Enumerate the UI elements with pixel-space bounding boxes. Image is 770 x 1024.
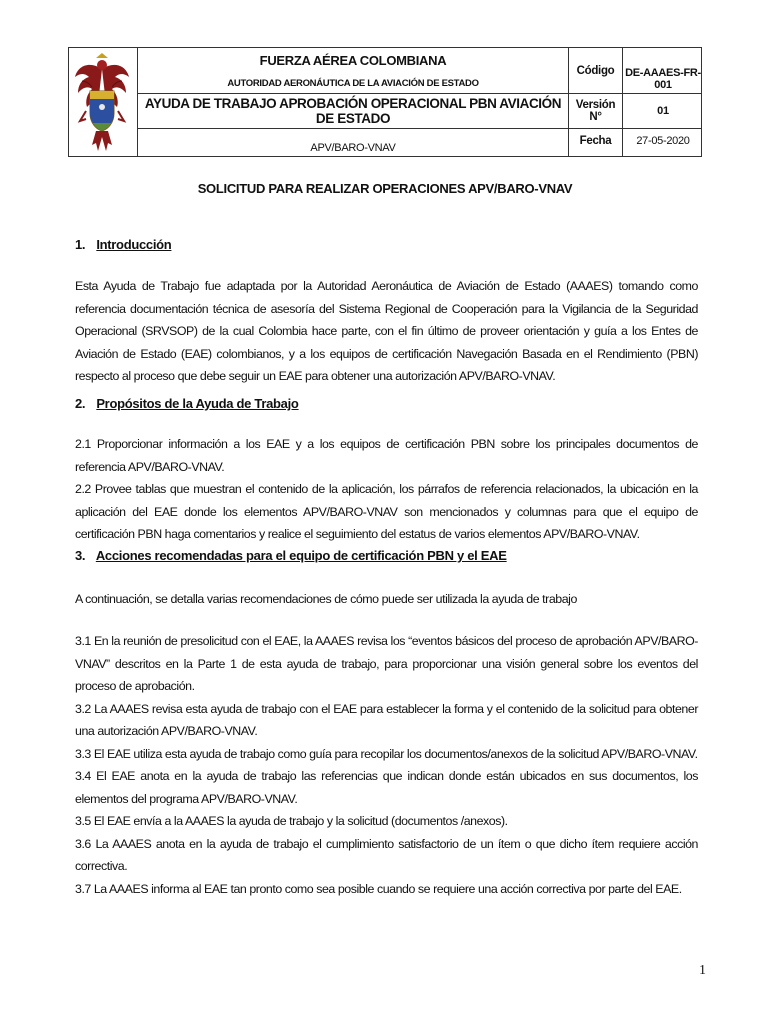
paragraph: 2.1 Proporcionar información a los EAE y a los equipos de certificación PBN sobre los principales documentos de referencia APV/BARO-VNAV.	[75, 437, 698, 474]
paragraph: 3.1 En la reunión de presolicitud con el EAE, la AAAES revisa los “eventos básicos del proceso de aprobación APV/BARO-VNAV” descritos en la Parte 1 de esta ayuda de trabajo, para proporcionar una visión general sobre los eventos del proceso de aprobación.	[75, 634, 698, 693]
section-number: 2.	[75, 396, 86, 411]
section-title: Acciones recomendadas para el equipo de certificación PBN y el EAE	[95, 548, 507, 563]
section-body	[75, 630, 698, 900]
section-title: Propósitos de la Ayuda de Trabajo	[96, 396, 299, 411]
paragraph: 3.4 El EAE anota en la ayuda de trabajo las referencias que indican donde están ubicados en sus documentos, los elementos del programa APV/BARO-VNAV.	[75, 769, 698, 806]
section-heading	[75, 237, 171, 252]
authority-name: AUTORIDAD AERONÁUTICA DE LA AVIACIÓN DE ESTADO	[227, 77, 479, 89]
code-label: Código	[576, 65, 615, 77]
section-number: 3.	[75, 548, 86, 563]
paragraph: 2.2 Provee tablas que muestran el contenido de la aplicación, los párrafos de referencia relacionados, la ubicación en la aplicación del EAE donde los elementos APV/BARO-VNAV son mencionados y columnas para que el equipo de certificación PBN haga comentarios y realice el seguimiento del estatus de varios elementos APV/BARO-VNAV.	[75, 482, 698, 541]
section-body	[75, 275, 698, 388]
date-value: 27-05-2020	[636, 135, 690, 147]
section-intro	[75, 588, 698, 611]
coat-of-arms-icon	[72, 51, 132, 155]
paragraph: A continuación, se detalla varias recomendaciones de cómo puede ser utilizada la ayuda de trabajo	[75, 592, 577, 606]
document-header	[68, 47, 702, 157]
section-heading	[75, 396, 299, 411]
section-body	[75, 433, 698, 546]
paragraph: 3.6 La AAAES anota en la ayuda de trabajo el cumplimiento satisfactorio de un ítem o que dicho ítem requiere acción correctiva.	[75, 836, 698, 873]
paragraph: 3.5 El EAE envía a la AAAES la ayuda de trabajo y la solicitud (documentos /anexos).	[75, 814, 508, 828]
paragraph: 3.3 El EAE utiliza esta ayuda de trabajo como guía para recopilar los documentos/anexos de la solicitud APV/BARO-VNAV.	[75, 746, 698, 761]
paragraph: Esta Ayuda de Trabajo fue adaptada por la Autoridad Aeronáutica de Aviación de Estado (AAAES) tomando como referencia documentación técnica de asesoría del Sistema Regional de Cooperación para la Vigilancia de la Seguridad Operacional (SRVSOP) de la cual Colombia hace parte, con el fin último de proveer orientación y guía a los Entes de Aviación de Estado (EAE) colombianos, y a los equipos de certificación Navegación Basada en el Rendimiento (PBN) respecto al proceso que debe seguir un EAE para obtener una autorización APV/BARO-VNAV.	[75, 279, 698, 383]
version-label: Versión N°	[575, 99, 616, 123]
paragraph: 3.7 La AAAES informa al EAE tan pronto como sea posible cuando se requiere una acción correctiva por parte del EAE.	[75, 881, 682, 896]
header-doc-title: AYUDA DE TRABAJO APROBACIÓN OPERACIONAL PBN AVIACIÓN DE ESTADO	[144, 96, 562, 126]
paragraph: 3.2 La AAAES revisa esta ayuda de trabajo con el EAE para establecer la forma y el contenido de la solicitud para obtener una autorización APV/BARO-VNAV.	[75, 701, 698, 738]
page-number: 1	[699, 963, 706, 978]
section-title: Introducción	[96, 237, 172, 252]
org-name: FUERZA AÉREA COLOMBIANA	[259, 52, 447, 68]
document-title: SOLICITUD PARA REALIZAR OPERACIONES APV/BARO-VNAV	[197, 181, 573, 196]
date-label: Fecha	[579, 135, 612, 147]
code-value: DE-AAAES-FR-001	[625, 67, 701, 91]
version-value: 01	[657, 105, 669, 117]
header-subject: APV/BARO-VNAV	[310, 142, 396, 154]
section-heading	[75, 548, 507, 563]
section-number: 1.	[75, 237, 86, 252]
